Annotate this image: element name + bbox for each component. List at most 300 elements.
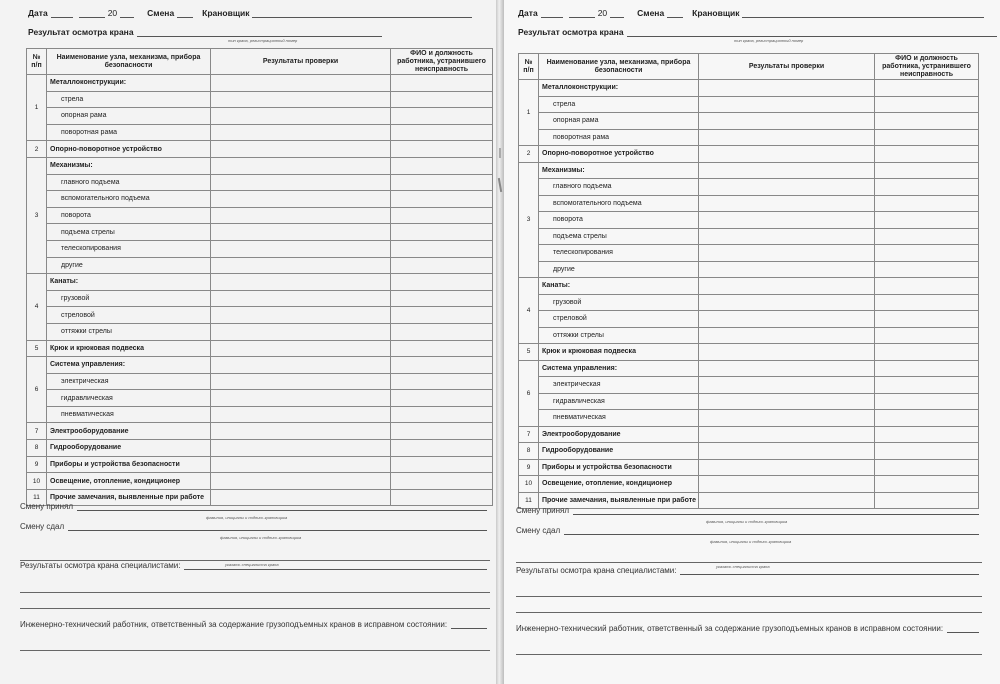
result-cell[interactable] xyxy=(211,440,391,457)
shift-accepted-blank[interactable] xyxy=(77,502,487,511)
fio-cell[interactable] xyxy=(875,162,979,179)
table-row xyxy=(519,179,979,196)
fio-cell[interactable] xyxy=(391,174,493,191)
engineer-line xyxy=(20,620,490,629)
table-row xyxy=(27,390,493,407)
fio-cell[interactable] xyxy=(391,124,493,141)
year-blank[interactable] xyxy=(610,9,624,18)
result-cell[interactable] xyxy=(699,459,875,476)
table-row xyxy=(27,373,493,390)
item-name: другие xyxy=(539,261,699,278)
result-cell[interactable] xyxy=(211,191,391,208)
table-row xyxy=(27,290,493,307)
table-row xyxy=(519,311,979,328)
table-row xyxy=(519,129,979,146)
table-row xyxy=(27,357,493,374)
result-cell[interactable] xyxy=(699,410,875,427)
row-number: 4 xyxy=(27,274,47,340)
result-cell[interactable] xyxy=(211,290,391,307)
date-label: Дата xyxy=(518,8,538,18)
row-number: 3 xyxy=(519,162,539,278)
item-name: поворотная рама xyxy=(539,129,699,146)
result-cell[interactable] xyxy=(211,108,391,125)
col-name-header: Наименование узла, механизма, прибора безопасности xyxy=(47,49,211,75)
table-row xyxy=(27,75,493,92)
engineer-rule[interactable] xyxy=(516,654,982,655)
result-cell[interactable] xyxy=(211,207,391,224)
col-results-header: Результаты проверки xyxy=(699,54,875,80)
table-row xyxy=(519,228,979,245)
table-row xyxy=(27,340,493,357)
fio-cell[interactable] xyxy=(875,443,979,460)
result-cell[interactable] xyxy=(699,195,875,212)
table-row xyxy=(27,307,493,324)
fio-cell[interactable] xyxy=(875,261,979,278)
result-cell[interactable] xyxy=(699,360,875,377)
group-title: Прочие замечания, выявленные при работе xyxy=(47,489,211,506)
result-cell[interactable] xyxy=(211,473,391,490)
table-row xyxy=(519,212,979,229)
fio-cell[interactable] xyxy=(875,410,979,427)
result-cell[interactable] xyxy=(699,228,875,245)
fio-cell[interactable] xyxy=(391,274,493,291)
table-row xyxy=(27,440,493,457)
row-number: 1 xyxy=(519,80,539,146)
fio-cell[interactable] xyxy=(875,146,979,163)
result-cell[interactable] xyxy=(211,373,391,390)
row-number: 9 xyxy=(519,459,539,476)
item-name: гидравлическая xyxy=(539,393,699,410)
group-title: Электрооборудование xyxy=(47,423,211,440)
specialists-blank[interactable] xyxy=(184,561,487,570)
result-blank[interactable] xyxy=(137,28,382,37)
group-title: Освещение, отопление, кондиционер xyxy=(539,476,699,493)
item-name: телескопирования xyxy=(539,245,699,262)
fio-cell[interactable] xyxy=(391,390,493,407)
result-cell[interactable] xyxy=(699,393,875,410)
table-row xyxy=(519,344,979,361)
item-name: стрела xyxy=(539,96,699,113)
result-line xyxy=(518,27,1000,37)
row-number: 3 xyxy=(27,157,47,273)
item-name: электрическая xyxy=(539,377,699,394)
shift-handed-label: Смену сдал xyxy=(20,522,65,531)
result-cell[interactable] xyxy=(699,311,875,328)
table-row xyxy=(519,360,979,377)
date-shift-header xyxy=(28,8,475,18)
specialists-rule[interactable] xyxy=(20,592,490,593)
table-row xyxy=(519,195,979,212)
table-row xyxy=(519,459,979,476)
item-name: вспомогательного подъема xyxy=(539,195,699,212)
item-name: стреловой xyxy=(47,307,211,324)
result-label: Результат осмотра крана xyxy=(28,27,134,37)
fio-cell[interactable] xyxy=(391,340,493,357)
result-cell[interactable] xyxy=(211,323,391,340)
item-name: другие xyxy=(47,257,211,274)
shift-accepted-hint: фамилия, инициалы и подпись крановщика xyxy=(706,519,788,524)
table-row xyxy=(519,377,979,394)
item-name: главного подъема xyxy=(47,174,211,191)
operator-label: Крановщик xyxy=(692,8,740,18)
shift-label: Смена xyxy=(637,8,665,18)
col-num-header: № п/п xyxy=(27,49,47,75)
item-name: поворотная рама xyxy=(47,124,211,141)
result-cell[interactable] xyxy=(211,307,391,324)
table-row xyxy=(519,113,979,130)
shift-accepted-line xyxy=(20,502,490,511)
shift-handed-hint: фамилия, инициалы и подпись крановщика xyxy=(220,535,302,540)
table-row xyxy=(519,393,979,410)
item-name: поворота xyxy=(539,212,699,229)
result-cell[interactable] xyxy=(699,443,875,460)
table-row xyxy=(27,274,493,291)
table-row xyxy=(27,207,493,224)
result-cell[interactable] xyxy=(211,240,391,257)
group-title: Освещение, отопление, кондиционер xyxy=(47,473,211,490)
result-cell[interactable] xyxy=(699,261,875,278)
result-cell[interactable] xyxy=(699,278,875,295)
table-row xyxy=(27,456,493,473)
fio-cell[interactable] xyxy=(875,459,979,476)
item-name: подъема стрелы xyxy=(539,228,699,245)
fio-cell[interactable] xyxy=(391,423,493,440)
row-number: 5 xyxy=(27,340,47,357)
row-number: 2 xyxy=(519,146,539,163)
fio-cell[interactable] xyxy=(875,179,979,196)
table-row xyxy=(27,174,493,191)
table-row xyxy=(519,443,979,460)
fio-cell[interactable] xyxy=(391,157,493,174)
date-day-blank[interactable] xyxy=(51,9,73,18)
table-row xyxy=(27,473,493,490)
table-row xyxy=(27,406,493,423)
date-shift-header xyxy=(518,8,987,18)
fio-cell[interactable] xyxy=(875,327,979,344)
specialist-hint: указать специалиста крана xyxy=(225,562,279,567)
table-row xyxy=(519,261,979,278)
fio-cell[interactable] xyxy=(875,377,979,394)
shift-blank[interactable] xyxy=(667,9,683,18)
specialist-blank[interactable] xyxy=(516,562,982,563)
table-row xyxy=(519,410,979,427)
fio-cell[interactable] xyxy=(391,191,493,208)
specialists-line xyxy=(516,566,982,575)
fio-cell[interactable] xyxy=(391,290,493,307)
result-cell[interactable] xyxy=(699,245,875,262)
row-number: 1 xyxy=(27,75,47,141)
specialists-rule[interactable] xyxy=(20,608,490,609)
table-row xyxy=(27,91,493,108)
result-cell[interactable] xyxy=(211,124,391,141)
fio-cell[interactable] xyxy=(875,360,979,377)
shift-handed-hint: фамилия, инициалы и подпись крановщика xyxy=(710,539,792,544)
shift-handed-line xyxy=(20,522,490,531)
result-cell[interactable] xyxy=(211,357,391,374)
row-number: 6 xyxy=(519,360,539,426)
year-prefix: 20 xyxy=(107,8,118,18)
result-cell[interactable] xyxy=(699,162,875,179)
specialists-rule[interactable] xyxy=(516,612,982,613)
engineer-blank[interactable] xyxy=(947,624,979,633)
item-name: опорная рама xyxy=(47,108,211,125)
fio-cell[interactable] xyxy=(875,195,979,212)
result-cell[interactable] xyxy=(699,476,875,493)
fio-cell[interactable] xyxy=(875,294,979,311)
fio-cell[interactable] xyxy=(391,456,493,473)
engineer-label: Инженерно-технический работник, ответственный за содержание грузоподъемных кранов в исправном состоянии: xyxy=(516,624,944,633)
fio-cell[interactable] xyxy=(391,473,493,490)
result-cell[interactable] xyxy=(699,80,875,97)
specialists-rule[interactable] xyxy=(516,596,982,597)
group-title: Крюк и крюковая подвеска xyxy=(539,344,699,361)
row-number: 10 xyxy=(519,476,539,493)
result-cell[interactable] xyxy=(211,141,391,158)
fio-cell[interactable] xyxy=(391,357,493,374)
row-number: 8 xyxy=(27,440,47,457)
row-number: 7 xyxy=(27,423,47,440)
fio-cell[interactable] xyxy=(875,212,979,229)
fio-cell[interactable] xyxy=(875,228,979,245)
group-title: Система управления: xyxy=(539,360,699,377)
group-title: Приборы и устройства безопасности xyxy=(539,459,699,476)
row-number: 8 xyxy=(519,443,539,460)
fio-cell[interactable] xyxy=(875,96,979,113)
date-month-blank[interactable] xyxy=(569,9,595,18)
result-cell[interactable] xyxy=(699,146,875,163)
specialists-blank[interactable] xyxy=(680,566,979,575)
result-cell[interactable] xyxy=(211,406,391,423)
date-month-blank[interactable] xyxy=(79,9,105,18)
operator-blank[interactable] xyxy=(742,9,984,18)
group-title: Канаты: xyxy=(47,274,211,291)
shift-handed-blank[interactable] xyxy=(68,522,487,531)
result-line xyxy=(28,27,385,37)
group-title: Металлоконструкции: xyxy=(47,75,211,92)
fio-cell[interactable] xyxy=(391,224,493,241)
fio-cell[interactable] xyxy=(875,80,979,97)
left-page xyxy=(0,0,496,684)
item-name: оттяжки стрелы xyxy=(539,327,699,344)
result-cell[interactable] xyxy=(211,75,391,92)
item-name: пневматическая xyxy=(539,410,699,427)
fio-cell[interactable] xyxy=(391,257,493,274)
result-cell[interactable] xyxy=(699,344,875,361)
result-cell[interactable] xyxy=(211,423,391,440)
result-cell[interactable] xyxy=(211,224,391,241)
result-cell[interactable] xyxy=(699,294,875,311)
result-cell[interactable] xyxy=(699,113,875,130)
operator-blank[interactable] xyxy=(252,9,472,18)
result-cell[interactable] xyxy=(211,390,391,407)
row-number: 11 xyxy=(519,492,539,509)
fio-cell[interactable] xyxy=(391,75,493,92)
table-row xyxy=(519,278,979,295)
table-row xyxy=(519,96,979,113)
shift-handed-line xyxy=(516,526,982,535)
item-name: стрела xyxy=(47,91,211,108)
table-row xyxy=(27,157,493,174)
engineer-line xyxy=(516,624,982,633)
fio-cell[interactable] xyxy=(391,141,493,158)
year-blank[interactable] xyxy=(120,9,134,18)
book-spine xyxy=(496,0,504,684)
group-title: Гидрооборудование xyxy=(539,443,699,460)
col-results-header: Результаты проверки xyxy=(211,49,391,75)
fio-cell[interactable] xyxy=(391,406,493,423)
group-title: Металлоконструкции: xyxy=(539,80,699,97)
result-cell[interactable] xyxy=(699,212,875,229)
result-cell[interactable] xyxy=(211,456,391,473)
fio-cell[interactable] xyxy=(875,311,979,328)
year-prefix: 20 xyxy=(597,8,608,18)
table-row xyxy=(27,423,493,440)
item-name: подъема стрелы xyxy=(47,224,211,241)
item-name: вспомогательного подъема xyxy=(47,191,211,208)
table-row xyxy=(519,294,979,311)
shift-accepted-label: Смену принял xyxy=(516,506,570,515)
result-cell[interactable] xyxy=(211,157,391,174)
result-cell[interactable] xyxy=(211,340,391,357)
group-title: Механизмы: xyxy=(539,162,699,179)
fio-cell[interactable] xyxy=(391,440,493,457)
group-title: Опорно-поворотное устройство xyxy=(47,141,211,158)
col-fio-header: ФИО и должность работника, устранившего неисправность xyxy=(875,54,979,80)
result-blank[interactable] xyxy=(627,28,997,37)
shift-accepted-line xyxy=(516,506,982,515)
table-row xyxy=(519,162,979,179)
result-cell[interactable] xyxy=(211,274,391,291)
fio-cell[interactable] xyxy=(391,207,493,224)
row-number: 10 xyxy=(27,473,47,490)
result-cell[interactable] xyxy=(699,96,875,113)
item-name: электрическая xyxy=(47,373,211,390)
inspection-table xyxy=(26,48,493,506)
group-title: Опорно-поворотное устройство xyxy=(539,146,699,163)
result-cell[interactable] xyxy=(211,91,391,108)
inspection-table xyxy=(518,53,979,509)
table-row xyxy=(519,245,979,262)
item-name: грузовой xyxy=(47,290,211,307)
row-number: 5 xyxy=(519,344,539,361)
result-cell[interactable] xyxy=(699,327,875,344)
result-cell[interactable] xyxy=(699,377,875,394)
fio-cell[interactable] xyxy=(391,108,493,125)
group-title: Гидрооборудование xyxy=(47,440,211,457)
table-row xyxy=(27,124,493,141)
result-cell[interactable] xyxy=(699,179,875,196)
row-number: 6 xyxy=(27,357,47,423)
fio-cell[interactable] xyxy=(875,113,979,130)
row-number: 9 xyxy=(27,456,47,473)
specialist-hint: указать специалиста крана xyxy=(716,564,770,569)
fio-cell[interactable] xyxy=(391,91,493,108)
item-name: стреловой xyxy=(539,311,699,328)
fio-cell[interactable] xyxy=(875,476,979,493)
group-title: Прочие замечания, выявленные при работе xyxy=(539,492,699,509)
group-title: Приборы и устройства безопасности xyxy=(47,456,211,473)
table-row xyxy=(519,426,979,443)
table-row xyxy=(519,146,979,163)
item-name: пневматическая xyxy=(47,406,211,423)
fio-cell[interactable] xyxy=(875,426,979,443)
table-row xyxy=(519,80,979,97)
table-row xyxy=(519,476,979,493)
specialists-label: Результаты осмотра крана специалистами: xyxy=(20,561,181,570)
result-hint: тип крана, регистрационный номер xyxy=(734,38,804,43)
fio-cell[interactable] xyxy=(875,278,979,295)
table-row xyxy=(27,191,493,208)
row-number: 4 xyxy=(519,278,539,344)
item-name: телескопирования xyxy=(47,240,211,257)
engineer-blank[interactable] xyxy=(451,620,487,629)
result-label: Результат осмотра крана xyxy=(518,27,624,37)
item-name: опорная рама xyxy=(539,113,699,130)
col-fio-header: ФИО и должность работника, устранившего неисправность xyxy=(391,49,493,75)
group-title: Система управления: xyxy=(47,357,211,374)
fio-cell[interactable] xyxy=(875,393,979,410)
fio-cell[interactable] xyxy=(391,323,493,340)
engineer-rule[interactable] xyxy=(20,650,490,651)
fio-cell[interactable] xyxy=(391,240,493,257)
shift-blank[interactable] xyxy=(177,9,193,18)
col-num-header: № п/п xyxy=(519,54,539,80)
shift-handed-blank[interactable] xyxy=(564,526,979,535)
col-name-header: Наименование узла, механизма, прибора безопасности xyxy=(539,54,699,80)
item-name: главного подъема xyxy=(539,179,699,196)
table-row xyxy=(519,327,979,344)
result-cell[interactable] xyxy=(699,129,875,146)
date-day-blank[interactable] xyxy=(541,9,563,18)
item-name: оттяжки стрелы xyxy=(47,323,211,340)
specialists-line xyxy=(20,561,490,570)
group-title: Электрооборудование xyxy=(539,426,699,443)
table-row xyxy=(27,240,493,257)
shift-handed-label: Смену сдал xyxy=(516,526,561,535)
group-title: Механизмы: xyxy=(47,157,211,174)
row-number: 2 xyxy=(27,141,47,158)
result-cell[interactable] xyxy=(211,257,391,274)
result-cell[interactable] xyxy=(211,174,391,191)
table-row xyxy=(27,108,493,125)
right-page xyxy=(504,0,1000,684)
row-number: 11 xyxy=(27,489,47,506)
fio-cell[interactable] xyxy=(875,129,979,146)
engineer-label: Инженерно-технический работник, ответственный за содержание грузоподъемных кранов в исправном состоянии: xyxy=(20,620,448,629)
table-row xyxy=(27,257,493,274)
shift-accepted-hint: фамилия, инициалы и подпись крановщика xyxy=(206,515,288,520)
fio-cell[interactable] xyxy=(875,245,979,262)
result-hint: тип крана, регистрационный номер xyxy=(228,38,298,43)
spine-mark xyxy=(499,148,501,158)
item-name: грузовой xyxy=(539,294,699,311)
result-cell[interactable] xyxy=(699,426,875,443)
table-row xyxy=(27,224,493,241)
row-number: 7 xyxy=(519,426,539,443)
shift-label: Смена xyxy=(147,8,175,18)
fio-cell[interactable] xyxy=(875,344,979,361)
table-row xyxy=(27,141,493,158)
group-title: Крюк и крюковая подвеска xyxy=(47,340,211,357)
group-title: Канаты: xyxy=(539,278,699,295)
shift-accepted-label: Смену принял xyxy=(20,502,74,511)
fio-cell[interactable] xyxy=(391,373,493,390)
date-label: Дата xyxy=(28,8,48,18)
item-name: гидравлическая xyxy=(47,390,211,407)
shift-accepted-blank[interactable] xyxy=(573,506,979,515)
item-name: поворота xyxy=(47,207,211,224)
fio-cell[interactable] xyxy=(391,307,493,324)
